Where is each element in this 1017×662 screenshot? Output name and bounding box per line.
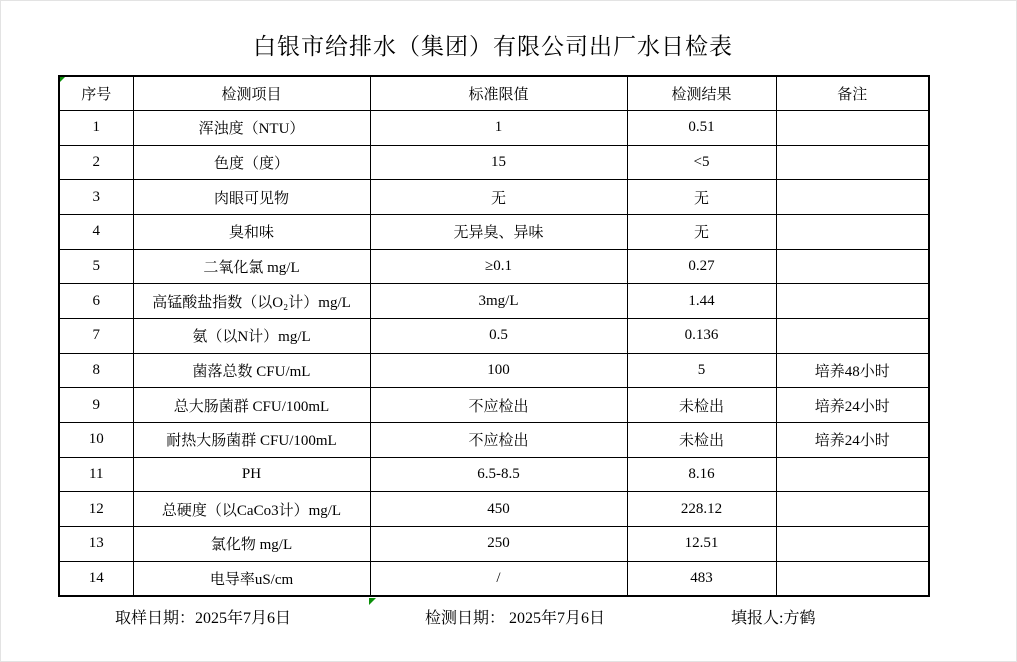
cell-result: 0.136 [627, 319, 776, 354]
cell-no: 14 [59, 561, 133, 596]
table-row [59, 492, 929, 527]
table-row [59, 215, 929, 250]
cell-remark [776, 145, 929, 180]
reporter-label: 填报人:方鹤 [731, 610, 816, 627]
table-row [59, 353, 929, 388]
cell-no: 2 [59, 145, 133, 180]
cell-result: 无 [627, 215, 776, 250]
cell-no: 11 [59, 457, 133, 492]
cell-limit: 不应检出 [370, 423, 627, 458]
cell-no: 1 [59, 111, 133, 146]
cell-limit: 3mg/L [370, 284, 627, 319]
table-row [59, 319, 929, 354]
cell-remark [776, 180, 929, 215]
cell-no: 8 [59, 353, 133, 388]
cell-no: 10 [59, 423, 133, 458]
cell-remark [776, 319, 929, 354]
cell-remark [776, 111, 929, 146]
cell-remark [776, 527, 929, 562]
table-row [59, 180, 929, 215]
cell-item: 总大肠菌群 CFU/100mL [133, 388, 370, 423]
cell-result: 5 [627, 353, 776, 388]
cell-result: 无 [627, 180, 776, 215]
cell-item: 二氧化氯 mg/L [133, 249, 370, 284]
table-row [59, 111, 929, 146]
cell-item: 氨（以N计）mg/L [133, 319, 370, 354]
sampling-date-label: 取样日期：2025年7月6日 [115, 610, 292, 627]
cell-remark [776, 561, 929, 596]
cell-result: 228.12 [627, 492, 776, 527]
cell-result: 0.51 [627, 111, 776, 146]
table-row [59, 561, 929, 596]
table-row [59, 284, 929, 319]
cell-result: 未检出 [627, 423, 776, 458]
cell-result: 未检出 [627, 388, 776, 423]
cell-item: 臭和味 [133, 215, 370, 250]
cell-item: 色度（度） [133, 145, 370, 180]
cell-result: <5 [627, 145, 776, 180]
cell-remark: 培养24小时 [776, 423, 929, 458]
cell-limit: 无 [370, 180, 627, 215]
cell-item: 高锰酸盐指数（以O₂计）mg/L [133, 284, 370, 319]
cell-limit: 6.5-8.5 [370, 457, 627, 492]
header-cell-result: 检测结果 [627, 76, 776, 111]
table-row [59, 423, 929, 458]
cell-no: 7 [59, 319, 133, 354]
table-row [59, 457, 929, 492]
cell-limit: 100 [370, 353, 627, 388]
header-cell-remark: 备注 [776, 76, 929, 111]
cell-item: PH [133, 457, 370, 492]
cell-item: 菌落总数 CFU/mL [133, 353, 370, 388]
cell-no: 9 [59, 388, 133, 423]
cell-item: 总硬度（以CaCo3计）mg/L [133, 492, 370, 527]
cell-limit: 不应检出 [370, 388, 627, 423]
header-cell-limit: 标准限值 [370, 76, 627, 111]
cell-limit: 450 [370, 492, 627, 527]
cell-no: 5 [59, 249, 133, 284]
water-quality-table [58, 75, 930, 597]
cell-limit: 无异臭、异味 [370, 215, 627, 250]
header-cell-no: 序号 [59, 76, 133, 111]
table-row [59, 145, 929, 180]
cell-item: 氯化物 mg/L [133, 527, 370, 562]
cell-limit: 250 [370, 527, 627, 562]
cell-limit: / [370, 561, 627, 596]
cell-limit: 0.5 [370, 319, 627, 354]
header-cell-item: 检测项目 [133, 76, 370, 111]
table-header-row [59, 76, 929, 111]
cell-remark: 培养48小时 [776, 353, 929, 388]
cell-remark [776, 457, 929, 492]
cell-no: 12 [59, 492, 133, 527]
cell-result: 8.16 [627, 457, 776, 492]
cell-result: 0.27 [627, 249, 776, 284]
cell-remark: 培养24小时 [776, 388, 929, 423]
cell-remark [776, 492, 929, 527]
table-row [59, 388, 929, 423]
cell-no: 13 [59, 527, 133, 562]
cell-no: 3 [59, 180, 133, 215]
cell-result: 483 [627, 561, 776, 596]
cell-item: 耐热大肠菌群 CFU/100mL [133, 423, 370, 458]
cell-no: 4 [59, 215, 133, 250]
cell-remark [776, 249, 929, 284]
cell-item: 肉眼可见物 [133, 180, 370, 215]
test-date-label: 检测日期： 2025年7月6日 [425, 610, 606, 627]
table-row [59, 249, 929, 284]
cell-error-marker-icon [369, 598, 376, 605]
cell-result: 12.51 [627, 527, 776, 562]
cell-remark [776, 215, 929, 250]
cell-limit: 1 [370, 111, 627, 146]
cell-no: 6 [59, 284, 133, 319]
cell-limit: 15 [370, 145, 627, 180]
cell-limit: ≥0.1 [370, 249, 627, 284]
cell-item: 浑浊度（NTU） [133, 111, 370, 146]
cell-result: 1.44 [627, 284, 776, 319]
page-title: 白银市给排水（集团）有限公司出厂水日检表 [253, 34, 733, 59]
cell-item: 电导率uS/cm [133, 561, 370, 596]
cell-remark [776, 284, 929, 319]
table-row [59, 527, 929, 562]
